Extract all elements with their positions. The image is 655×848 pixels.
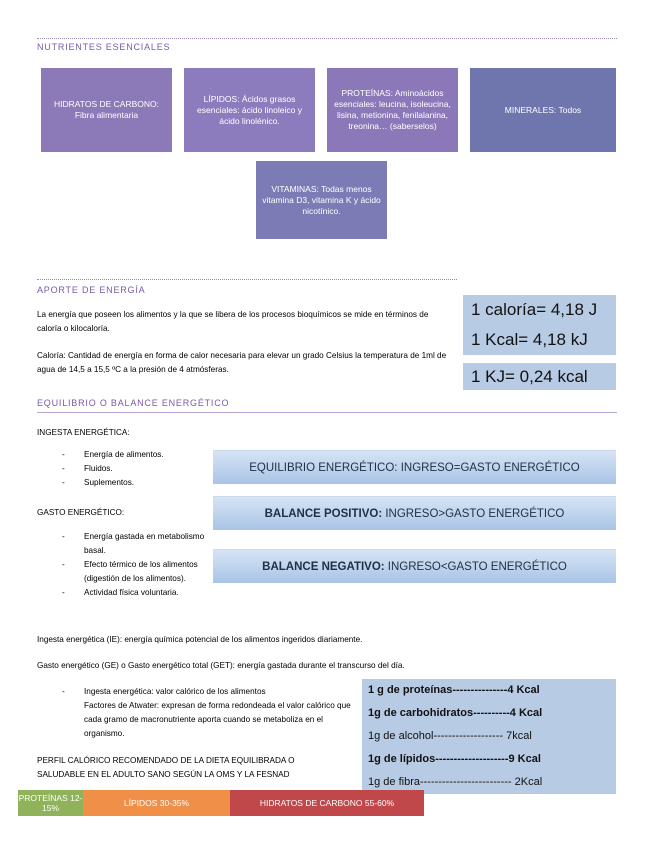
list-item: - Fluidos. (62, 462, 202, 476)
atwater-list (62, 685, 352, 741)
expense-heading: GASTO ENERGÉTICO: (37, 508, 125, 517)
section-divider (37, 38, 617, 39)
calorie-profile-heading: PERFIL CALÓRICO RECOMENDADO DE LA DIETA EQUILIBRADA O SALUDABLE EN EL ADULTO SANO SEGÚN LA OMS Y LA FESNAD (37, 756, 295, 779)
kj-kcal-equation: 1 KJ= 0,24 kcal (463, 363, 616, 390)
lipid-share-bar: LÍPIDOS 30-35% (83, 790, 230, 816)
kcal-row-carbs: 1g de carbohidratos----------4 Kcal (368, 707, 543, 719)
calorie-definition: Caloría: Cantidad de energía en forma de calor necesaria para elevar un grado Celsius la temperatura de 1ml de agua de 14,5 a 15,5 ºC a la presión de 4 atmósferas. (37, 351, 447, 374)
intake-heading: INGESTA ENERGÉTICA: (37, 428, 130, 437)
list-item: - Ingesta energética: valor calórico de los alimentos Factores de Atwater: expresan de forma redondeada el valor calórico que cada gramo de macronutriente aporta cuando se metaboliza en el organismo. (62, 685, 352, 741)
nutrient-lipids-box: LÍPIDOS: Ácidos grasos esenciales: ácido linoleico y ácido linolénico. (184, 68, 315, 152)
list-item: - Energía gastada en metabolismo basal. (62, 530, 210, 558)
section-divider (37, 412, 617, 413)
positive-balance-bar: BALANCE POSITIVO: INGRESO>GASTO ENERGÉTICO (213, 496, 616, 530)
list-item: - Efecto térmico de los alimentos (digestión de los alimentos). (62, 558, 210, 586)
kcal-kj-equation: 1 Kcal= 4,18 kJ (471, 330, 588, 349)
ie-definition: Ingesta energética (IE): energía química potencial de los alimentos ingeridos diariamente. (37, 635, 363, 644)
atwater-factors-text: Factores de Atwater: expresan de forma redondeada el valor calórico que cada gramo de macronutriente aporta cuando se metaboliza en el organismo. (84, 701, 351, 738)
section-divider (37, 279, 457, 280)
nutrient-minerals-box: MINERALES: Todos (470, 68, 616, 152)
energy-section-title: APORTE DE ENERGÍA (37, 285, 146, 295)
intake-list (62, 448, 202, 490)
expense-list (62, 530, 210, 600)
carb-share-bar: HIDRATOS DE CARBONO 55-60% (230, 790, 424, 816)
negative-balance-bar: BALANCE NEGATIVO: INGRESO<GASTO ENERGÉTICO (213, 549, 616, 583)
nutrient-proteins-box: PROTEÍNAS: Aminoácidos esenciales: leucina, isoleucina, lisina, metionina, fenilalanina, treonina… (saberselos) (327, 68, 458, 152)
list-item: - Energía de alimentos. (62, 448, 202, 462)
list-item: - Actividad física voluntaria. (62, 586, 210, 600)
list-item: - Suplementos. (62, 476, 202, 490)
calorie-joule-equation: 1 caloría= 4,18 J (471, 300, 598, 319)
ge-definition: Gasto energético (GE) o Gasto energético total (GET): energía gastada durante el transcurso del día. (37, 661, 405, 670)
atwater-factors-box (362, 679, 616, 794)
energy-conversion-box (463, 295, 616, 355)
kcal-row-fiber: 1g de fibra------------------------- 2Kcal (368, 776, 543, 788)
kcal-row-proteins: 1 g de proteínas---------------4 Kcal (368, 684, 540, 696)
nutrient-vitamins-box: VITAMINAS: Todas menos vitamina D3, vitamina K y ácido nicotínico. (256, 161, 387, 239)
balance-section-title: EQUILIBRIO O BALANCE ENERGÉTICO (37, 398, 230, 408)
nutrients-section-title: NUTRIENTES ESENCIALES (37, 42, 171, 52)
energy-equilibrium-bar: EQUILIBRIO ENERGÉTICO: INGRESO=GASTO ENERGÉTICO (213, 450, 616, 484)
kcal-row-lipids: 1g de lípidos--------------------9 Kcal (368, 753, 541, 765)
protein-share-bar: PROTEÍNAS 12-15% (18, 790, 83, 816)
energy-paragraph: La energía que poseen los alimentos y la que se libera de los procesos bioquímicos se mide en términos de caloría o kilocaloría. (37, 310, 429, 333)
kcal-row-alcohol: 1g de alcohol------------------- 7kcal (368, 730, 532, 742)
nutrient-carbs-box: HIDRATOS DE CARBONO: Fibra alimentaria (41, 68, 172, 152)
